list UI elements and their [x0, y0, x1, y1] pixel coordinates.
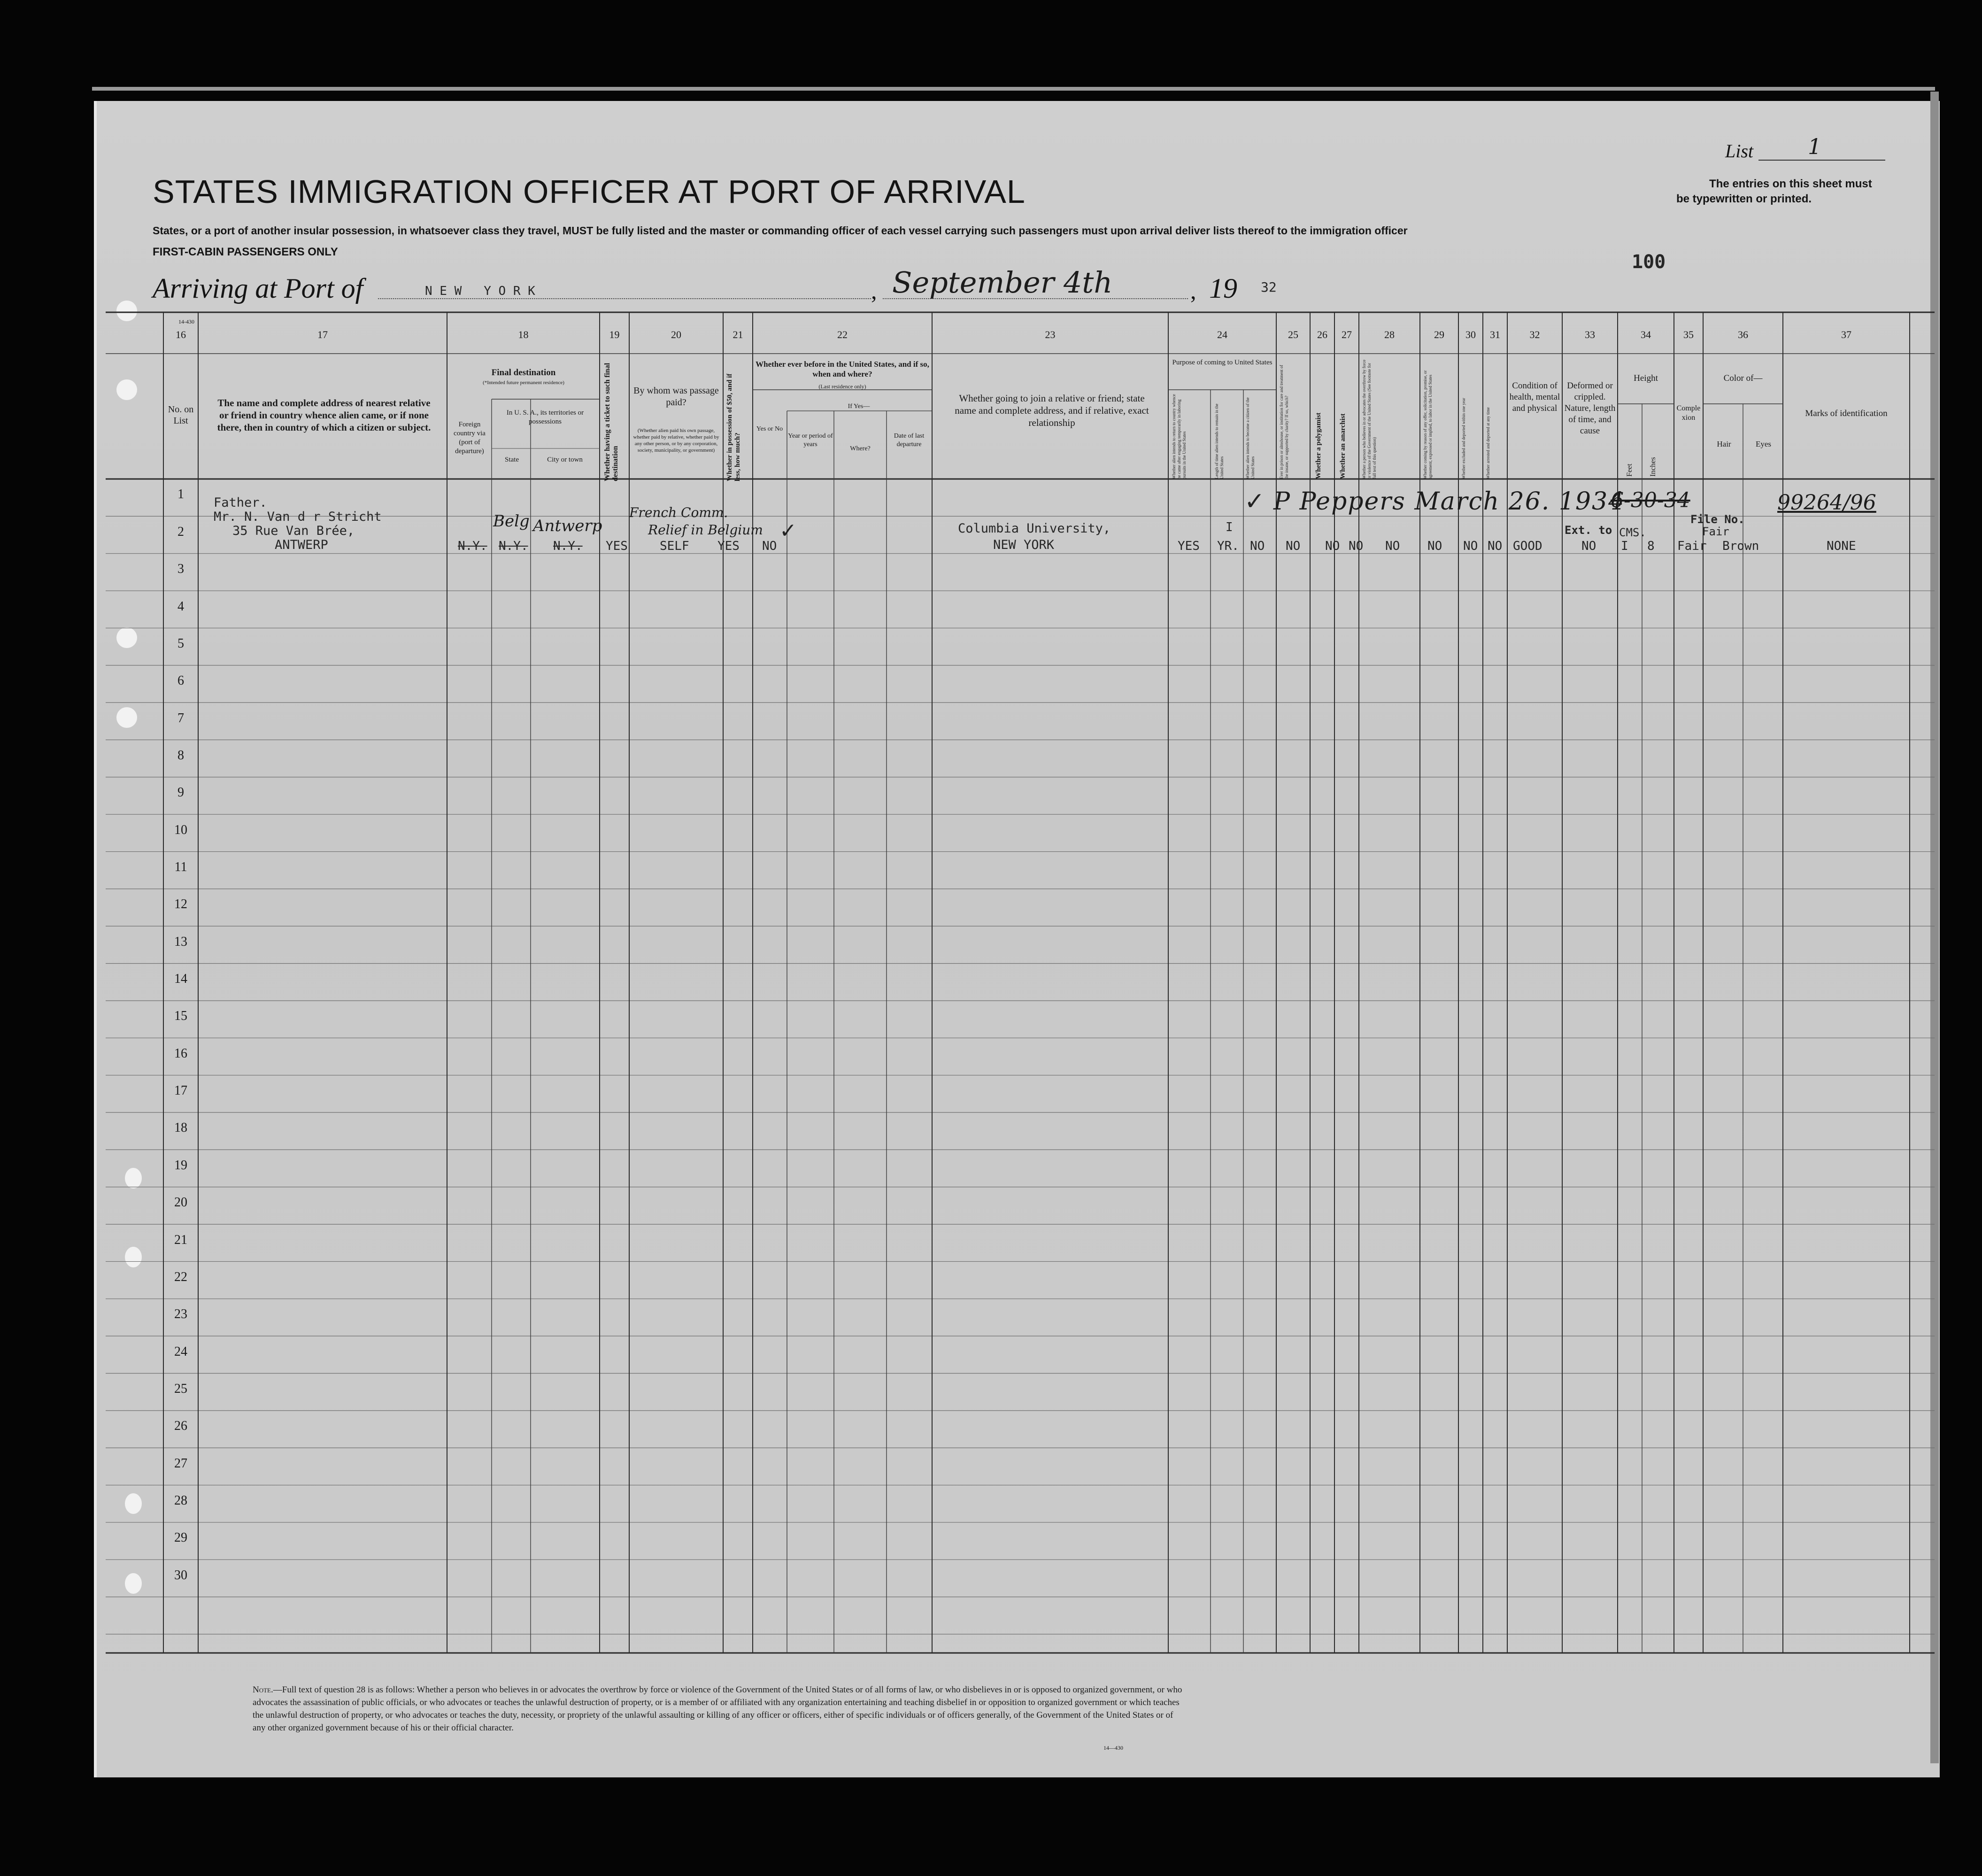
instructions-text: States, or a port of another insular possession, in whatsoever class they travel, MUST be fully listed and the master or commanding officer of each vessel carrying such passengers must upon arrival deliver lists thereof to the immigration officer: [153, 224, 1408, 237]
paid-by-hand-2: Relief in Belgium: [648, 522, 763, 538]
header-final-destination-sub: (*Intended future permanent residence): [483, 380, 564, 386]
entries-note-2: be typewritten or printed.: [1676, 193, 1812, 205]
row-number: 18: [174, 1120, 187, 1135]
colnum-28: 28: [1384, 329, 1395, 340]
header-purpose-b: Length of time alien intends to remain in the United States: [1214, 403, 1224, 479]
excluded-value: NO: [1463, 539, 1478, 553]
ext-date-hand: 6-30-34: [1611, 488, 1690, 512]
row-number: 13: [174, 934, 187, 949]
anarchist-value: NO: [1349, 539, 1364, 553]
polygamist-value: NO: [1325, 539, 1340, 553]
row-number: 7: [177, 710, 184, 726]
header-feet: Feet: [1626, 463, 1634, 477]
row-number: 12: [174, 897, 187, 912]
header-complexion: Complexion: [1676, 404, 1701, 422]
row-number: 5: [177, 636, 184, 651]
health-value: GOOD: [1513, 539, 1542, 553]
comma-sep: ,: [1190, 278, 1196, 304]
colnum-35: 35: [1683, 329, 1694, 340]
colnum-33: 33: [1585, 329, 1595, 340]
header-yes-no: Yes or No: [756, 425, 783, 432]
header-ever-before: Whether ever before in the United States, and if so, when and where?: [756, 360, 929, 378]
header-hair: Hair: [1717, 440, 1731, 448]
row-number: 19: [174, 1158, 187, 1173]
header-purpose-a: Whether alien intends to return to country whence he came after engaging temporarily in laboring pursuits in the United States: [1172, 394, 1187, 479]
header-possession-50: Whether in possession of $50, and if less, how much?: [726, 373, 741, 481]
overthrow-value: NO: [1385, 539, 1400, 553]
colnum-25: 25: [1288, 329, 1298, 340]
row-number: 8: [177, 748, 184, 763]
header-polygamist: Whether a polygamist: [1315, 412, 1322, 479]
header-offer: Whether coming by reason of any offer, solicitation, promise, or agreement, expressed or implied, to labor in the United States: [1423, 370, 1433, 479]
hair-value: Brown: [1722, 539, 1759, 553]
colnum-22: 22: [837, 329, 848, 340]
prison-value: NO: [1286, 539, 1301, 553]
paid-by-value: SELF: [660, 539, 689, 553]
row-number: 6: [177, 673, 184, 688]
header-passage-paid-sub: (Whether alien paid his own passage, whether paid by relative, whether paid by any other person, or by any corporation, society, municipality, or government): [633, 428, 719, 453]
header-color-of: Color of—: [1723, 373, 1763, 383]
row-number: 27: [174, 1456, 187, 1471]
arriving-label: Arriving at Port of: [153, 273, 363, 304]
relative-relationship: Father.: [214, 495, 267, 510]
ext-label: Ext. to: [1565, 524, 1612, 537]
colnum-24: 24: [1217, 329, 1227, 340]
row-number: 28: [174, 1493, 187, 1508]
header-date-last-departure: Date of last departure: [894, 432, 925, 448]
row-number: 23: [174, 1307, 187, 1322]
row-number: 25: [174, 1381, 187, 1396]
header-height: Height: [1634, 373, 1658, 383]
year-prefix: 19: [1209, 273, 1237, 304]
row-number: 20: [174, 1195, 187, 1210]
header-anarchist: Whether an anarchist: [1339, 413, 1347, 479]
header-arrested: Whether arrested and deported at any time: [1486, 407, 1490, 479]
row-number: 21: [174, 1232, 187, 1247]
colnum-20: 20: [671, 329, 681, 340]
purpose-length-value-1: I: [1226, 520, 1233, 534]
foreign-country-value: N.Y.: [458, 539, 487, 553]
colnum-27: 27: [1342, 329, 1352, 340]
colnum-17: 17: [317, 329, 328, 340]
header-purpose-c: Whether alien intends to become a citizen of the United States: [1245, 397, 1255, 479]
header-ticket: Whether having a ticket to such final destination: [603, 363, 619, 481]
city-typed-value: N.Y.: [553, 539, 583, 553]
complexion-over: Fair: [1702, 525, 1729, 538]
file-label: File No.: [1690, 513, 1745, 526]
purpose-citizen-value: NO: [1250, 539, 1265, 553]
state-hand-value: Belg: [493, 512, 530, 531]
feet-value: I: [1621, 539, 1628, 553]
colnum-30: 30: [1465, 329, 1476, 340]
cms-label: CMS.: [1619, 526, 1646, 539]
header-excluded: Whether excluded and deported within one year: [1461, 398, 1466, 479]
header-relative-address: The name and complete address of nearest relative or friend in country whence alien came, or if none there, then in country of which a citizen or subject.: [217, 397, 431, 433]
header-where: Where?: [850, 445, 871, 452]
header-final-destination: Final destination: [491, 368, 556, 378]
row-number: 9: [177, 785, 184, 800]
colnum-19: 19: [609, 329, 620, 340]
port-name: N E W Y O R K: [425, 284, 535, 298]
entries-note-1: The entries on this sheet must: [1709, 178, 1872, 190]
checkmark-icon: ✓: [1244, 488, 1265, 515]
list-label: List: [1725, 140, 1754, 162]
row-number: 26: [174, 1419, 187, 1434]
row-number: 30: [174, 1567, 187, 1583]
row-number: 17: [174, 1083, 187, 1098]
class-line: FIRST-CABIN PASSENGERS ONLY: [153, 246, 338, 258]
header-passage-paid: By whom was passage paid?: [633, 386, 719, 408]
page-title: STATES IMMIGRATION OFFICER AT PORT OF ARRIVAL: [153, 173, 1026, 210]
colnum-26: 26: [1317, 329, 1327, 340]
arrested-value: NO: [1488, 539, 1503, 553]
row-number: 24: [174, 1344, 187, 1359]
row-number: 4: [177, 599, 184, 614]
inches-value: 8: [1647, 539, 1655, 553]
form-code-bottom: 14—430: [1103, 1745, 1123, 1751]
colnum-31: 31: [1490, 329, 1500, 340]
row-number: 10: [174, 822, 187, 837]
header-eyes: Eyes: [1755, 440, 1772, 448]
header-health: Condition of health, mental and physical: [1509, 381, 1560, 413]
join-city: NEW YORK: [993, 538, 1055, 552]
state-typed-value: N.Y.: [499, 539, 528, 553]
header-in-usa: In U. S. A., its territories or possessions: [506, 409, 584, 425]
row-number: 14: [174, 972, 187, 987]
list-number: 1: [1808, 134, 1822, 159]
comma-sep: ,: [871, 278, 877, 304]
header-overthrow: Whether a person who believes in or advocates the overthrow by force or violence of the Government of the United States (See footnote for full text of this question): [1362, 359, 1377, 479]
colnum-32: 32: [1529, 329, 1540, 340]
colnum-29: 29: [1434, 329, 1444, 340]
header-purpose: Purpose of coming to United States: [1172, 359, 1272, 366]
colnum-16: 16: [176, 329, 186, 340]
paid-by-hand-1: French Comm.: [629, 505, 728, 520]
row-number: 11: [174, 860, 187, 874]
deformed-value: NO: [1581, 539, 1596, 553]
year-suffix: 32: [1261, 279, 1277, 295]
file-number-hand: 99264/96: [1777, 491, 1876, 515]
header-deformed: Deformed or crippled. Nature, length of time, and cause: [1564, 381, 1616, 436]
colnum-34: 34: [1641, 329, 1651, 340]
form-code-top: 14-430: [178, 318, 194, 325]
header-ever-before-sub: (Last residence only): [818, 383, 866, 390]
sheet-number: 100: [1632, 251, 1666, 273]
colnum-36: 36: [1738, 329, 1748, 340]
header-if-yes: If Yes—: [848, 403, 870, 410]
colnum-23: 23: [1045, 329, 1056, 340]
header-join-relative: Whether going to join a relative or friend; state name and complete address, and if relative, exact relationship: [955, 393, 1149, 428]
row-number: 1: [177, 487, 184, 502]
colnum-18: 18: [518, 329, 529, 340]
relative-name: Mr. N. Van d r Stricht: [214, 510, 382, 524]
offer-value: NO: [1427, 539, 1442, 553]
header-year-period: Year or period of years: [788, 432, 833, 448]
header-marks: Marks of identification: [1805, 409, 1888, 418]
header-no-on-list: No. on List: [168, 404, 194, 426]
join-institution: Columbia University,: [958, 521, 1111, 536]
complexion-value: Fair: [1677, 539, 1707, 553]
city-hand-value: Antwerp: [533, 517, 602, 535]
row-number: 15: [174, 1009, 187, 1024]
colnum-21: 21: [733, 329, 743, 340]
footnote-text: —Full text of question 28 is as follows: Whether a person who believes in or advocates the overthrow by force or violence of the Government of the United States or of all forms of law, or who disbelieves in or is opposed to organized government, or who advocates the assassination of public officials, or who advocates or teaches the unlawful destruction of property, or is a member of or affiliated with any organization entertaining and teaching disbelief in or opposition to organized government or which teaches the unlawful destruction of property, or who advocates or teaches the duty, necessity, or propriety of the unlawful assaulting or killing of any officer or officers, either of specific individuals or of officers generally, of the Government of the United States or of any other organized government because of his or their official character.: [253, 1685, 1182, 1733]
header-prison: Ever in prison or almshouse, or institution for care and treatment of the insane, or supported by charity? If so, which?: [1279, 365, 1289, 479]
header-inches: Inches: [1649, 457, 1657, 477]
before-in-us-value: NO: [762, 539, 777, 553]
colnum-37: 37: [1841, 329, 1851, 340]
marks-value: NONE: [1827, 539, 1856, 553]
arrival-date: September 4th: [892, 265, 1113, 300]
purpose-length-value-2: YR.: [1217, 539, 1239, 553]
header-city: City or town: [547, 456, 583, 463]
possession-value: YES: [717, 539, 740, 553]
footnote: [253, 1683, 1187, 1734]
row-number: 16: [174, 1046, 187, 1061]
row-number: 3: [177, 562, 184, 577]
header-foreign-country: Foreign country via (port of departure): [454, 421, 486, 455]
header-state: State: [505, 456, 519, 463]
row-number: 22: [174, 1269, 187, 1284]
checkmark-icon: ✓: [779, 519, 797, 542]
relative-street: 35 Rue Van Brée,: [232, 524, 355, 538]
annotation-handwritten: P Peppers March 26. 1934: [1273, 487, 1625, 516]
purpose-return-value: YES: [1178, 539, 1200, 553]
row-number: 29: [174, 1530, 187, 1545]
relative-city: ANTWERP: [275, 538, 328, 552]
footnote-label: Note.: [253, 1685, 273, 1695]
ticket-value: YES: [606, 539, 628, 553]
row-number: 2: [177, 524, 184, 539]
